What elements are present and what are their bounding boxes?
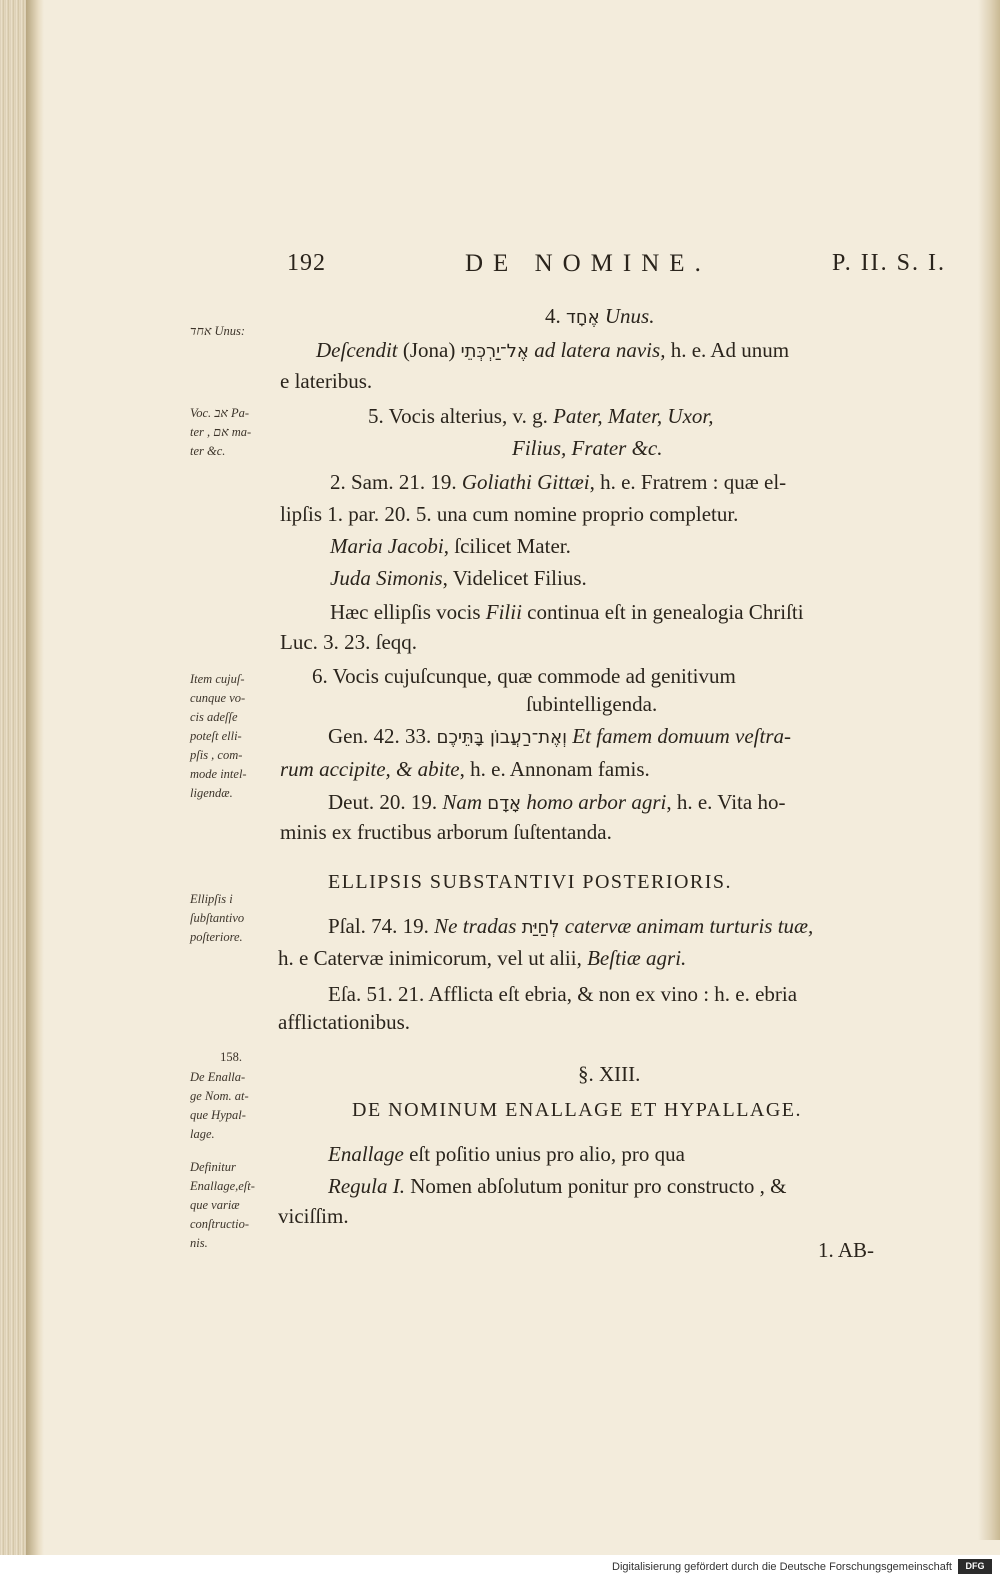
italic-text: Beſtiæ agri. <box>587 946 687 970</box>
italic-text: Maria Jacobi <box>330 534 444 558</box>
text-line: minis ex fructibus arborum ſuſtentanda. <box>280 820 612 844</box>
margin-line: pſis , com- <box>190 748 243 762</box>
dfg-logo: DFG <box>958 1559 992 1574</box>
text-line: 6. Vocis cujuſcunque, quæ commode ad genitivum <box>312 664 736 688</box>
text-line <box>328 912 813 942</box>
text-line <box>316 336 789 366</box>
text-span: h. e. Ad unum <box>670 338 790 362</box>
running-title: DE NOMINE. <box>465 250 711 277</box>
text-span: 2. Sam. 21. 19. <box>330 470 457 494</box>
text-line <box>328 1140 685 1168</box>
text-line: afflictationibus. <box>278 1010 410 1034</box>
item-number: 4. <box>545 304 561 328</box>
funding-credit: Digitalisierung gefördert durch die Deutsche Forschungsgemeinschaft <box>612 1561 952 1573</box>
margin-note-item <box>190 670 272 803</box>
text-line: Eſa. 51. 21. Afflicta eſt ebria, & non ex vino : h. e. ebria <box>328 982 798 1006</box>
text-line <box>330 598 804 626</box>
margin-line: poſteriore. <box>190 930 243 944</box>
margin-line: conſtructio- <box>190 1217 250 1231</box>
text-span: , h. e. Vita ho- <box>666 790 786 814</box>
margin-line: Definitur <box>190 1160 236 1174</box>
margin-line: que Hypal- <box>190 1108 246 1122</box>
margin-line: mode intel- <box>190 767 247 781</box>
text-line <box>328 722 791 752</box>
page-number: 192 <box>287 250 326 276</box>
text-span: , h. e. Annonam famis. <box>459 757 650 781</box>
italic-text: Unus. <box>604 304 655 328</box>
text-span: h. e Catervæ inimicorum, vel ut alii, <box>278 946 582 970</box>
italic-text: Pater, Mater, Uxor, <box>553 404 714 428</box>
italic-text: Deſcendit <box>316 338 398 362</box>
margin-line: cunque vo- <box>190 691 246 705</box>
italic-text: Filius, Frater &c. <box>512 436 663 460</box>
text-line <box>278 944 686 972</box>
text-line <box>368 402 714 430</box>
italic-text: Regula I. <box>328 1174 405 1198</box>
text-span: , ſcilicet Mater. <box>443 534 571 558</box>
text-line <box>328 788 785 818</box>
text-span: eſt poſitio unius pro alio, pro qua <box>409 1142 685 1166</box>
hebrew-word: וְאֶת־רַעֲבוֹן בָּתֵּיכֶם <box>436 727 568 748</box>
italic-text: homo arbor agri <box>526 790 667 814</box>
italic-text: ad latera navis, <box>534 338 666 362</box>
margin-line: ligendæ. <box>190 786 233 800</box>
text-line <box>330 468 786 496</box>
page-right-edge <box>978 0 1000 1540</box>
text-span: , h. e. Fratrem : quæ el- <box>589 470 787 494</box>
italic-text: Filii <box>485 600 522 624</box>
italic-text: Enallage <box>328 1142 404 1166</box>
hebrew-word: אֶל־יַרְכְּתֵי <box>460 341 529 362</box>
text-line <box>545 302 654 332</box>
italic-text: Juda Simonis <box>330 566 443 590</box>
margin-line: Ellipſis i <box>190 892 233 906</box>
part-section: P. II. S. I. <box>832 250 947 276</box>
italic-text: rum accipite, & abite <box>280 757 460 781</box>
text-span: continua eſt in genealogia Chriſti <box>527 600 804 624</box>
hebrew-word: אֶחָד <box>566 307 600 328</box>
margin-line: Voc. אב Pa- <box>190 406 250 420</box>
margin-note-ellipsis <box>190 890 272 947</box>
margin-paragraph-number: 158. <box>220 1050 242 1064</box>
text-line: e lateribus. <box>280 369 373 393</box>
catchword: 1. AB- <box>818 1238 875 1262</box>
italic-text: Ne tradas <box>434 914 517 938</box>
italic-text: catervæ animam turturis tuæ, <box>564 914 814 938</box>
page-stack-edge <box>0 0 26 1577</box>
margin-line: ter , אם ma- <box>190 425 252 439</box>
margin-line: Item cujuſ- <box>190 672 245 686</box>
text-span: Hæc ellipſis vocis <box>330 600 481 624</box>
italic-text: Nam <box>442 790 483 814</box>
text-line <box>328 1172 786 1200</box>
text-span: (Jona) <box>402 338 456 362</box>
margin-line: ſubſtantivo <box>190 911 245 925</box>
text-span: Pſal. 74. 19. <box>328 914 429 938</box>
hebrew-word: אָדָם <box>487 793 522 814</box>
text-line: Luc. 3. 23. ſeqq. <box>280 630 418 654</box>
margin-note-pater <box>190 404 272 461</box>
margin-line: que variæ <box>190 1198 240 1212</box>
text-line <box>280 755 650 783</box>
text-span: Nomen abſolutum ponitur pro constructo , & <box>410 1174 787 1198</box>
section-heading: ELLIPSIS SUBSTANTIVI POSTERIORIS. <box>328 871 733 893</box>
margin-line: ge Nom. at- <box>190 1089 249 1103</box>
margin-line: Enallage,eſt- <box>190 1179 255 1193</box>
section-number: §. XIII. <box>578 1062 641 1086</box>
text-line <box>512 434 663 462</box>
text-line: ſubintelligenda. <box>526 692 658 716</box>
margin-note-definitur <box>190 1158 272 1253</box>
text-line <box>330 532 571 560</box>
text-span: Deut. 20. 19. <box>328 790 438 814</box>
margin-note-unus: אחד Unus: <box>190 324 246 338</box>
hebrew-word: לְחַיַּת <box>521 917 560 938</box>
margin-line: cis adeſſe <box>190 710 238 724</box>
section-title: DE NOMINUM ENALLAGE ET HYPALLAGE. <box>352 1099 803 1121</box>
margin-line: ter &c. <box>190 444 226 458</box>
text-line <box>330 564 587 592</box>
italic-text: Goliathi Gittæi <box>461 470 590 494</box>
margin-line: De Enalla- <box>190 1070 246 1084</box>
margin-line: lage. <box>190 1127 215 1141</box>
italic-text: Et famem domuum veſtra- <box>572 724 791 748</box>
text-span: , Videlicet Filius. <box>442 566 587 590</box>
margin-note-enallage <box>190 1068 272 1144</box>
book-gutter <box>26 0 44 1577</box>
text-span: 5. Vocis alterius, v. g. <box>368 404 548 428</box>
text-line: lipſis 1. par. 20. 5. una cum nomine proprio completur. <box>280 502 739 526</box>
footer-bar <box>0 1555 1000 1577</box>
text-line: viciſſim. <box>278 1204 349 1228</box>
text-span: Gen. 42. 33. <box>328 724 432 748</box>
margin-line: nis. <box>190 1236 208 1250</box>
margin-line: poteſt elli- <box>190 729 242 743</box>
